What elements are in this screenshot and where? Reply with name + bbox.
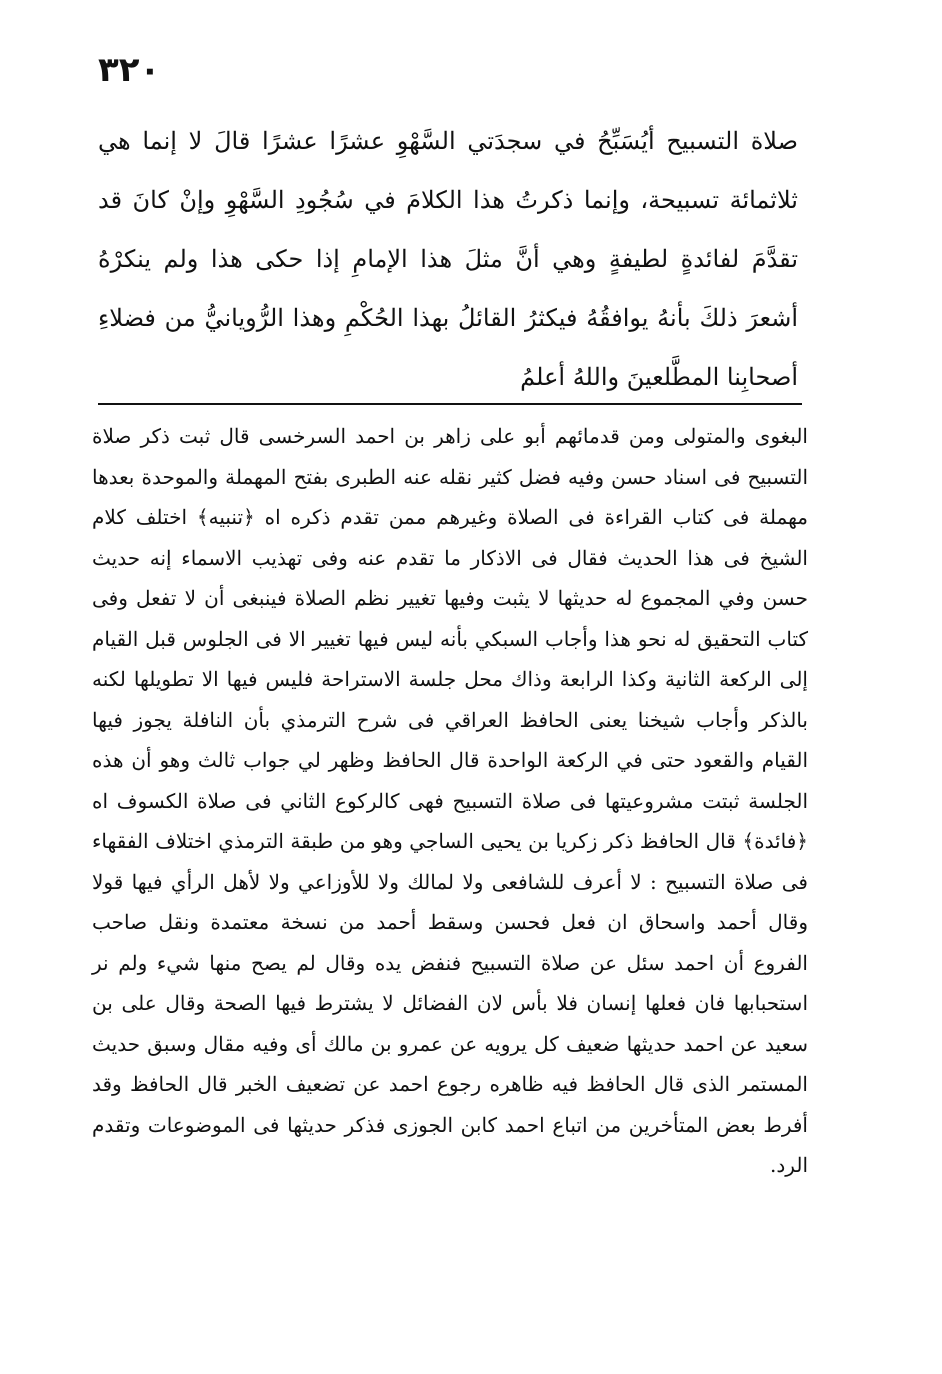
footnote-block (92, 416, 808, 1186)
main-text-block (98, 112, 798, 407)
footnote-paragraph: البغوى والمتولى ومن قدمائهم أبو على زاهر بن احمد السرخسى قال ثبت ذكر صلاة التسبيح فى اسناد حسن وفيه فضل كثير نقله عنه الطبرى بفتح المهملة والموحدة بعدها مهملة فى كتاب القراءة فى الصلاة وغيرهم ممن تقدم ذكره اه ﴿تنبيه﴾ اختلف كلام الشيخ فى هذا الحديث فقال فى الاذكار ما تقدم عنه وفى تهذيب الاسماء إنه حديث حسن وفي المجموع له حديثها لا يثبت وفيها تغيير نظم الصلاة فينبغى أن لا تفعل وفى كتاب التحقيق له نحو هذا وأجاب السبكي بأنه ليس فيها تغيير الا فى الجلوس قبل القيام إلى الركعة الثانية وكذا الرابعة وذاك محل جلسة الاستراحة فليس فيها الا تطويلها لكنه بالذكر وأجاب شيخنا يعنى الحافظ العراقي فى شرح الترمذي بأن النافلة يجوز فيها القيام والقعود حتى في الركعة الواحدة قال الحافظ وظهر لي جواب ثالث وهو أن هذه الجلسة ثبتت مشروعيتها فى صلاة التسبيح فهى كالركوع الثاني فى صلاة الكسوف اه ﴿فائدة﴾ قال الحافظ ذكر زكريا بن يحيى الساجي وهو من طبقة الترمذي اختلاف الفقهاء فى صلاة التسبيح : لا أعرف للشافعى ولا لمالك ولا للأوزاعي ولا لأهل الرأي فيها قولا وقال أحمد واسحاق ان فعل فحسن وسقط أحمد من نسخة معتمدة ونقل صاحب الفروع أن احمد سئل عن صلاة التسبيح فنفض يده وقال لم يصح منها شيء ولم نر استحبابها فان فعلها إنسان فلا بأس لان الفضائل لا يشترط فيها الصحة وقال على بن سعيد عن احمد حديثها ضعيف كل يرويه عن عمرو بن مالك أى وفيه مقال وسبق حديث المستمر الذى قال الحافظ فيه ظاهره رجوع احمد عن تضعيف الخبر قال الحافظ وقد أفرط بعض المتأخرين من اتباع احمد كابن الجوزى فذكر حديثها فى الموضوعات وتقدم الرد. (92, 424, 808, 1177)
page-number: ٣٢٠ (98, 50, 161, 90)
footnote-divider (98, 403, 802, 405)
main-text-paragraph: صلاة التسبيح أيُسَبِّحُ في سجدَتي السَّهْوِ عشرًا عشرًا قالَ لا إنما هي ثلاثمائة تسبيحة، وإنما ذكرتُ هذا الكلامَ في سُجُودِ السَّهْوِ وإنْ كانَ قد تقدَّمَ لفائدةٍ لطيفةٍ وهي أنَّ مثلَ هذا الإمامِ إذا حكى هذا ولم ينكرْهُ أشعرَ ذلكَ بأنهُ يوافقُهُ فيكثرُ القائلُ بهذا الحُكْمِ وهذا الرُّويانيُّ من فضلاءِ أصحابِنا المطَّلعينَ واللهُ أعلمُ (98, 127, 798, 391)
